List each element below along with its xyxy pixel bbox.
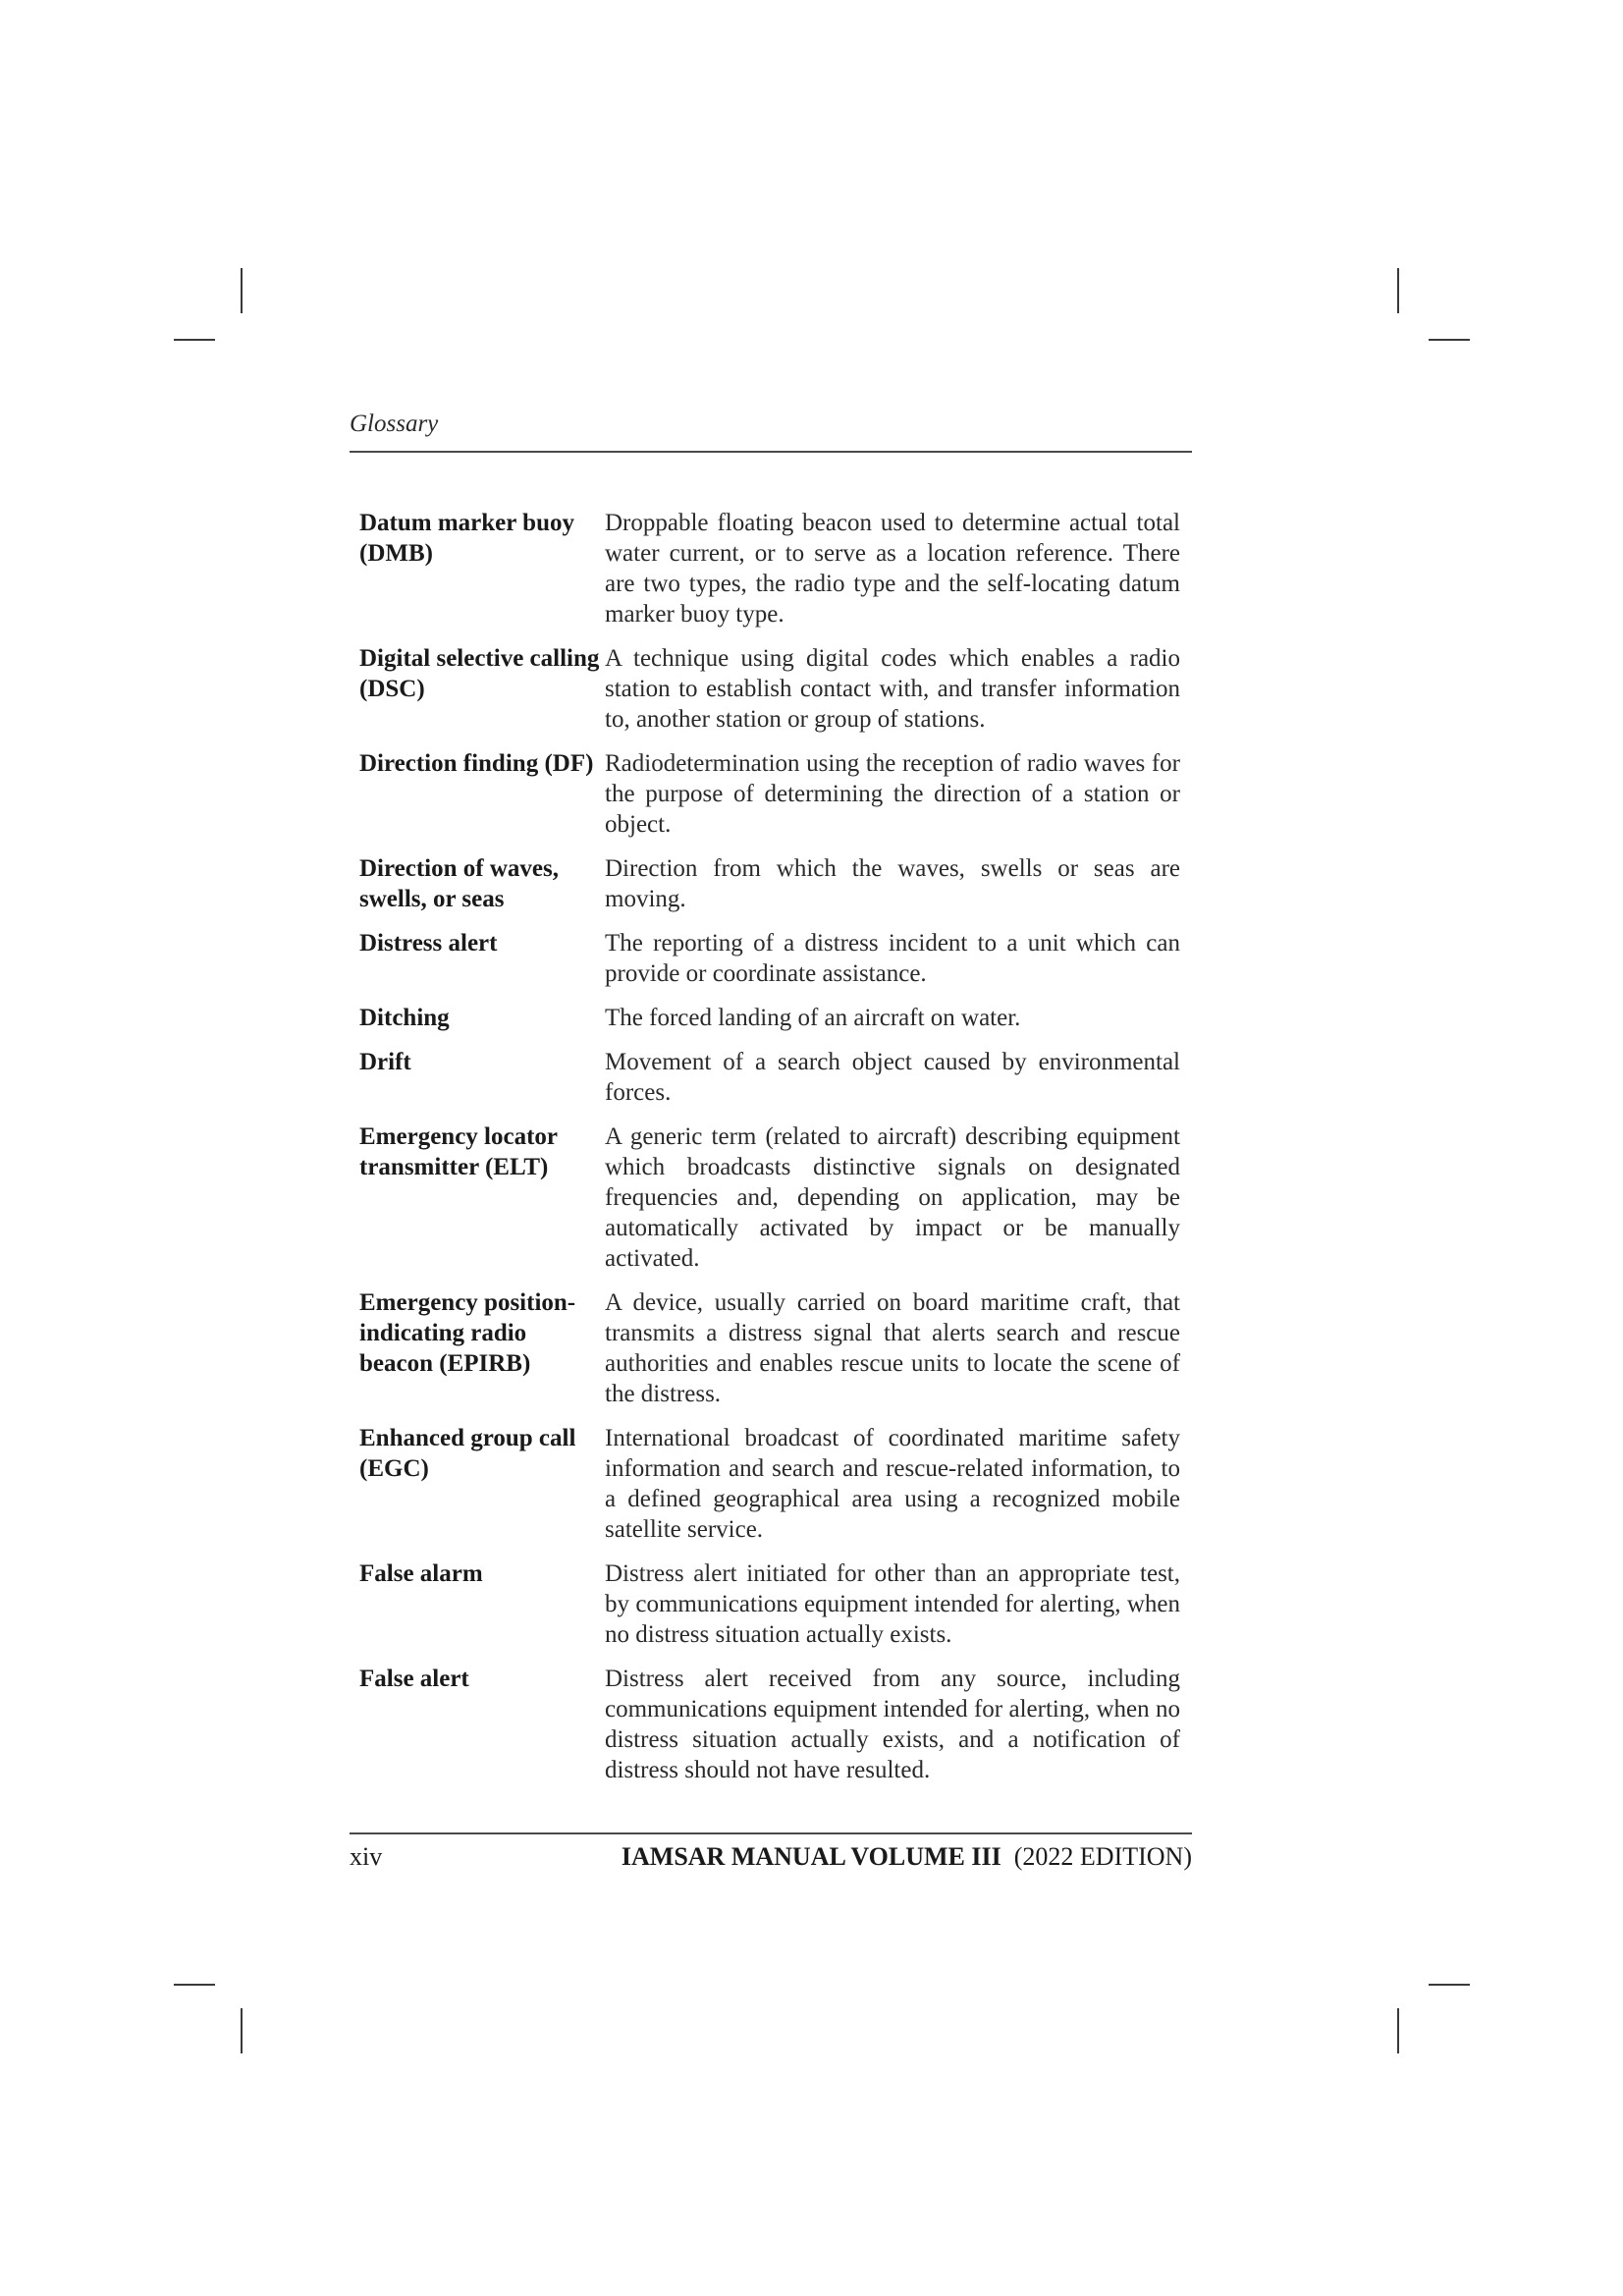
glossary-definition: A device, usually carried on board maritime craft, that transmits a distress signal that alerts search and rescue authorities and enables rescue units to locate the scene of the distress. <box>605 1289 1180 1407</box>
glossary-definition: Direction from which the waves, swells or seas are moving. <box>605 855 1180 912</box>
crop-mark <box>241 2008 243 2053</box>
running-head: Glossary <box>350 410 439 437</box>
crop-mark <box>241 268 243 313</box>
glossary-entry <box>359 1664 1182 1785</box>
page-footer <box>350 1842 1192 1872</box>
glossary-entry <box>359 643 1182 735</box>
glossary-term: False alert <box>359 1666 469 1692</box>
glossary-term: Datum marker buoy (DMB) <box>359 510 574 567</box>
glossary-entry <box>359 928 1182 989</box>
glossary-definition: Distress alert received from any source, including communications equipment intended for alerting, when no distress situation actually exists, and a notification of distress should not have resulted. <box>605 1666 1180 1783</box>
publication-edition: (2022 EDITION) <box>1013 1842 1192 1871</box>
publication-title-bold: IAMSAR MANUAL VOLUME III <box>621 1842 1001 1871</box>
glossary-entry <box>359 1287 1182 1409</box>
glossary-entry <box>359 508 1182 629</box>
glossary-term: Emergency locator transmitter (ELT) <box>359 1123 558 1180</box>
page-number: xiv <box>350 1842 383 1871</box>
glossary-definition: International broadcast of coordinated maritime safety information and search and rescue-related information, to a defined geographical area using a recognized mobile satellite service. <box>605 1425 1180 1543</box>
footer-rule <box>350 1832 1192 1834</box>
glossary-term: Drift <box>359 1049 411 1075</box>
glossary-definition: The reporting of a distress incident to a unit which can provide or coordinate assistance. <box>605 930 1180 987</box>
glossary-term: Direction of waves, swells, or seas <box>359 855 559 912</box>
glossary-entry <box>359 1003 1182 1033</box>
glossary-term: False alarm <box>359 1560 483 1587</box>
glossary-term: Distress alert <box>359 930 498 957</box>
crop-mark <box>174 339 215 341</box>
header-rule <box>350 451 1192 453</box>
crop-mark <box>1429 1984 1470 1986</box>
glossary-entry <box>359 1423 1182 1545</box>
glossary-definition: A technique using digital codes which enables a radio station to establish contact with, and transfer information to, another station or group of stations. <box>605 645 1180 733</box>
publication-title <box>622 1842 1192 1872</box>
glossary-definition: The forced landing of an aircraft on water. <box>605 1005 1021 1031</box>
glossary-term: Ditching <box>359 1005 450 1031</box>
glossary-definition: Movement of a search object caused by environmental forces. <box>605 1049 1180 1106</box>
glossary-term: Digital selective calling (DSC) <box>359 645 600 702</box>
glossary-term: Emergency position-indicating radio beacon (EPIRB) <box>359 1289 576 1377</box>
glossary-definition: Droppable floating beacon used to determine actual total water current, or to serve as a location reference. There are two types, the radio type and the self-locating datum marker buoy type. <box>605 510 1180 628</box>
crop-mark <box>1397 2008 1399 2053</box>
glossary-entry <box>359 1121 1182 1274</box>
glossary-entry <box>359 1047 1182 1108</box>
glossary-definition: Radiodetermination using the reception of radio waves for the purpose of determining the direction of a station or object. <box>605 750 1180 838</box>
glossary-definition: Distress alert initiated for other than an appropriate test, by communications equipment intended for alerting, when no distress situation actually exists. <box>605 1560 1180 1648</box>
crop-mark <box>174 1984 215 1986</box>
crop-mark <box>1397 268 1399 313</box>
glossary-term: Direction finding (DF) <box>359 750 594 777</box>
glossary-term: Enhanced group call (EGC) <box>359 1425 576 1482</box>
glossary-entry <box>359 853 1182 914</box>
glossary-entry <box>359 1558 1182 1650</box>
crop-mark <box>1429 339 1470 341</box>
glossary-list <box>359 508 1182 1799</box>
glossary-entry <box>359 748 1182 840</box>
glossary-definition: A generic term (related to aircraft) describing equipment which broadcasts distinctive signals on designated frequencies and, depending on application, may be automatically activated by impact or be manually activated. <box>605 1123 1180 1272</box>
